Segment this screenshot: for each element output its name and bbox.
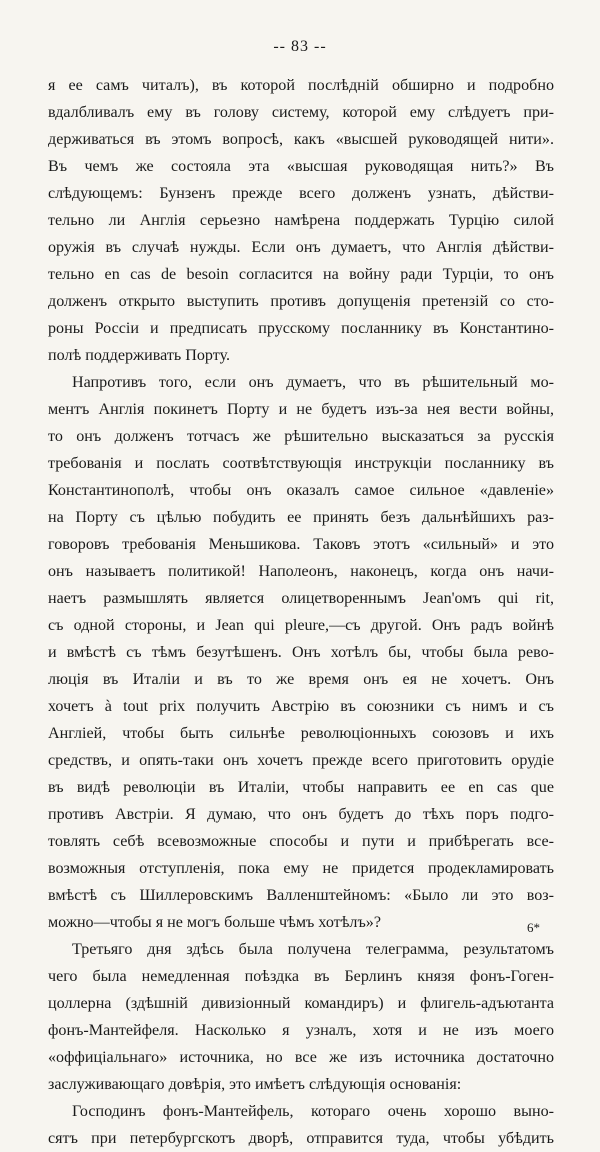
text-line: противъ Австріи. Я думаю, что онъ будетъ до тѣхъ поръ подго- (48, 806, 554, 823)
text-line: цоллерна (здѣшній дивизіонный командиръ) и флигель-адъютанта (48, 995, 554, 1012)
text-line: ментъ Англія покинетъ Порту и не будетъ изъ-за нея вести войны, (48, 401, 554, 418)
text-line: и вмѣстѣ съ тѣмъ безутѣшенъ. Онъ хотѣлъ бы, чтобы была рево- (48, 644, 554, 661)
text-line: сятъ при петербургскотъ дворѣ, отправится туда, чтобы убѣдить (48, 1130, 554, 1147)
text-line: въ видѣ революціи въ Италіи, чтобы направить ее en cas que (48, 779, 554, 796)
text-line: тельно en cas de besoin согласится на войну ради Турціи, то онъ (48, 266, 554, 283)
page-number: -- 83 -- (273, 38, 327, 55)
text-line: средствъ, и опять-таки онъ хочетъ прежде всего приготовить орудіе (48, 752, 554, 769)
text-line: держиваться въ этомъ вопросѣ, какъ «высшей руководящей нити». (48, 131, 554, 148)
text-line: Константинополѣ, чтобы онъ оказалъ самое сильное «давленіе» (48, 482, 554, 499)
signature-mark: 6* (527, 920, 540, 935)
text-line: заслуживающаго довѣрія, это имѣетъ слѣдующія основанія: (48, 1076, 462, 1093)
text-line: слѣдующемъ: Бунзенъ прежде всего долженъ узнать, дѣйстви- (48, 185, 554, 202)
text-line: вмѣстѣ съ Шиллеровскимъ Валленштейномъ: «Было ли это воз- (48, 887, 554, 904)
text-line: я ее самъ читалъ), въ которой послѣдній обширно и подробно (48, 77, 554, 94)
text-line: Господинъ фонъ-Мантейфель, котораго очень хорошо выно- (72, 1103, 554, 1120)
text-line: долженъ открыто выступить противъ допущенія претензій со сто- (48, 293, 554, 310)
text-line: товлять себѣ всевозможные способы и пути и прибѣрегать все- (48, 833, 554, 850)
text-line: Англіей, чтобы быть сильнѣе революціонныхъ союзовъ и ихъ (48, 725, 554, 742)
text-line: Въ чемъ же состояла эта «высшая руководящая нить?» Въ (48, 158, 554, 175)
text-line: Третьяго дня здѣсь была получена телеграмма, результатомъ (72, 941, 554, 958)
text-line: онъ называетъ политикой! Наполеонъ, наконецъ, когда онъ начи- (48, 563, 554, 580)
text-line: хочетъ à tout prix получить Австрію въ союзники съ нимъ и съ (48, 698, 554, 715)
text-line: говоровъ требованія Меньшикова. Таковъ этотъ «сильный» и это (48, 536, 554, 553)
text-line: то онъ долженъ тотчасъ же рѣшительно высказаться за русскія (48, 428, 554, 445)
body-text (48, 72, 554, 1152)
text-line: фонъ-Мантейфеля. Насколько я узналъ, хотя и не изъ моего (48, 1022, 554, 1039)
text-line: можно—чтобы я не могъ больше чѣмъ хотѣлъ»? (48, 914, 381, 931)
text-line: чего была немедленная поѣздка въ Берлинъ князя фонъ-Гоген- (48, 968, 554, 985)
text-line: люція въ Италіи и въ то же время онъ ея не хочетъ. Онъ (48, 671, 554, 688)
text-line: роны Россіи и предписать прусскому посланнику въ Константино- (48, 320, 554, 337)
text-line: съ одной стороны, и Jean qui pleure,—съ другой. Онъ радъ войнѣ (48, 617, 554, 634)
text-line: требованія и послать соотвѣтствующія инструкціи посланнику въ (48, 455, 554, 472)
text-line: возможныя отступленія, пока ему не придется продекламировать (48, 860, 554, 877)
text-line: «оффиціальнаго» источника, но все же изъ источника достаточно (48, 1049, 554, 1066)
text-line: полѣ поддерживать Порту. (48, 347, 231, 364)
text-line: Напротивъ того, если онъ думаетъ, что въ рѣшительный мо- (72, 374, 554, 391)
text-line: на Порту съ цѣлью побудить ее принять безъ дальнѣйшихъ раз- (48, 509, 554, 526)
text-line: оружія въ случаѣ нужды. Если онъ думаетъ, что Англія дѣйстви- (48, 239, 554, 256)
text-line: вдалбливалъ ему въ голову систему, которой ему слѣдуетъ при- (48, 104, 554, 121)
text-line: наетъ размышлять является олицетвореннымъ Jean'омъ qui rit, (48, 590, 554, 607)
text-line: тельно ли Англія серьезно намѣрена поддержать Турцію силой (48, 212, 554, 229)
